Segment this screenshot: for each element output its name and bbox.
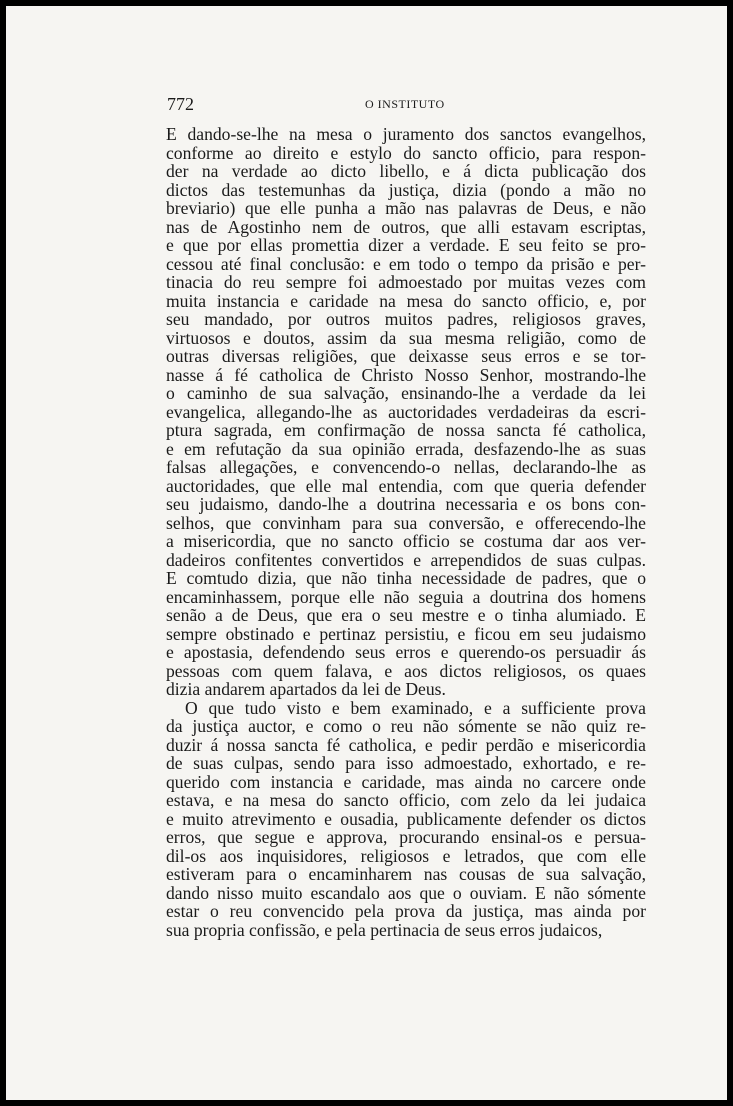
paragraph [166, 699, 646, 940]
text-line: dictos das testemunhas da justiça, dizia (pondo a mão no [166, 179, 646, 200]
text-line: dadeiros confitentes convertidos e arrependidos de suas culpas. [166, 549, 646, 570]
text-line: tinacia do reu sempre foi admoestado por muitas vezes com [166, 272, 646, 292]
text-line: estava, e na mesa do sancto officio, com zelo da lei judaica [166, 790, 646, 810]
text-line: nas de Agostinho nem de outros, que alli estavam escriptas, [166, 216, 646, 237]
text-line: erros, que segue e approva, procurando ensinal-os e persua- [166, 827, 646, 847]
running-title: O INSTITUTO [365, 97, 445, 111]
text-line: E dando-se-lhe na mesa o juramento dos sanctos evangelhos, [166, 124, 646, 144]
text-line: querido com instancia e caridade, mas ainda no carcere onde [166, 771, 646, 792]
text-line: da justiça auctor, e como o reu não sómente se não quiz re- [166, 716, 646, 736]
text-line: evangelica, allegando-lhe as auctoridades verdadeiras da escri- [166, 401, 646, 422]
paragraph [166, 125, 646, 699]
text-line: virtuosos e doutos, assim da sua mesma religião, como de [166, 327, 646, 348]
text-line: conforme ao direito e estylo do sancto officio, para respon- [166, 142, 646, 163]
text-line: selhos, que convinham para sua conversão, e offerecendo-lhe [166, 512, 646, 533]
text-line: estar o reu convencido pela prova da justiça, mas ainda por [166, 901, 646, 921]
text-line: encaminhassem, porque elle não seguia a doutrina dos homens [166, 586, 646, 607]
text-line: O que tudo visto e bem examinado, e a sufficiente prova [185, 697, 646, 718]
text-line: e que por ellas promettia dizer a verdade. E seu feito se pro- [166, 235, 646, 255]
running-head [167, 94, 645, 116]
body-text [166, 125, 646, 939]
text-line: falsas allegações, e convencendo-o nellas, declarando-lhe as [166, 457, 646, 477]
text-line: e apostasia, defendendo seus erros e querendo-os persuadir ás [166, 642, 646, 662]
text-line: e muito atrevimento e ousadia, publicamente defender os dictos [166, 808, 646, 829]
book-page [6, 6, 727, 1100]
text-line: estiveram para o encaminharem nas cousas de sua salvação, [166, 864, 646, 884]
text-line: muita instancia e caridade na mesa do sancto officio, e, por [166, 290, 646, 311]
text-line: duzir á nossa sancta fé catholica, e pedir perdão e misericordia [166, 734, 646, 755]
text-line: auctoridades, que elle mal entendia, com que queria defender [166, 475, 646, 496]
text-line: nasse á fé catholica de Christo Nosso Senhor, mostrando-lhe [166, 364, 646, 385]
text-line: outras diversas religiões, que deixasse seus erros e se tor- [166, 346, 646, 366]
text-line: sua propria confissão, e pela pertinacia de seus erros judaicos, [166, 919, 603, 940]
text-line: breviario) que elle punha a mão nas palavras de Deus, e não [166, 198, 646, 218]
text-line: cessou até final conclusão: e em todo o tempo da prisão e per- [166, 253, 646, 274]
text-line: senão a de Deus, que era o seu mestre e o tinha alumiado. E [166, 605, 646, 625]
text-line: pessoas com quem falava, e aos dictos religiosos, os quaes [166, 660, 646, 681]
text-line: dizia andarem apartados da lei de Deus. [166, 679, 446, 699]
text-line: seu mandado, por outros muitos padres, religiosos graves, [166, 309, 646, 329]
text-line: E comtudo dizia, que não tinha necessidade de padres, que o [166, 568, 646, 588]
text-line: e em refutação da sua opinião errada, desfazendo-lhe as suas [166, 438, 646, 459]
text-line: seu judaismo, dando-lhe a doutrina necessaria e os bons con- [166, 494, 646, 514]
text-line: der na verdade ao dicto libello, e á dicta publicação dos [166, 161, 646, 181]
text-line: de suas culpas, sendo para isso admoestado, exhortado, e re- [166, 753, 646, 773]
text-line: sempre obstinado e pertinaz persistiu, e ficou em seu judaismo [166, 623, 646, 644]
text-line: o caminho de sua salvação, ensinando-lhe a verdade da lei [166, 383, 646, 403]
text-line: a misericordia, que no sancto officio se costuma dar aos ver- [166, 531, 646, 551]
page-number: 772 [167, 94, 194, 114]
text-line: dil-os aos inquisidores, religiosos e letrados, que com elle [166, 845, 646, 866]
text-line: dando nisso muito escandalo aos que o ouviam. E não sómente [166, 882, 646, 903]
text-line: ptura sagrada, em confirmação de nossa sancta fé catholica, [166, 420, 646, 440]
